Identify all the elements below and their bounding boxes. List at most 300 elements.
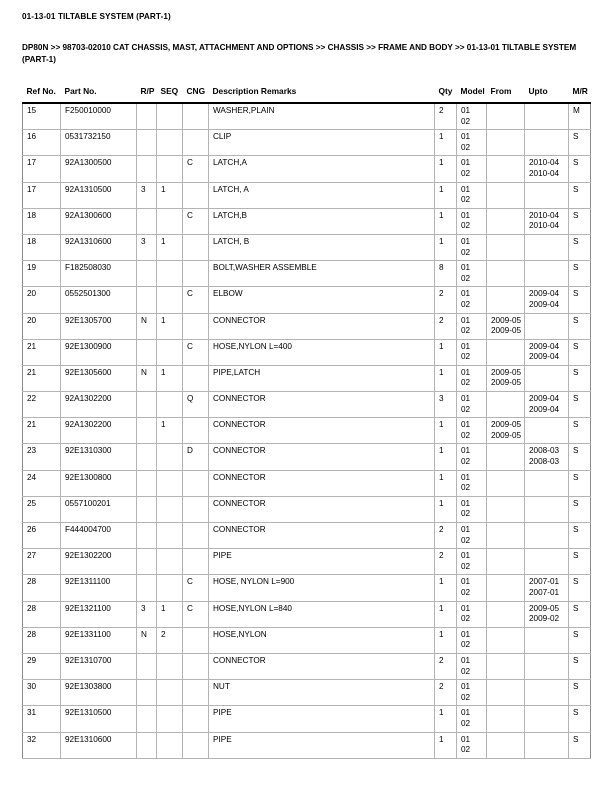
table-row	[23, 653, 591, 679]
cell-mr: M	[569, 103, 591, 130]
cell-model	[457, 365, 487, 391]
cell-model	[457, 496, 487, 522]
table-row	[23, 313, 591, 339]
table-row	[23, 444, 591, 470]
cell-seq	[157, 653, 183, 679]
cell-part-no: 92A1300500	[61, 156, 137, 182]
cell-seq: 1	[157, 182, 183, 208]
cell-description: HOSE,NYLON L=840	[209, 601, 435, 627]
cell-part-no: 92E1305600	[61, 365, 137, 391]
cell-model-line: 01	[461, 629, 471, 639]
cell-ref-no: 25	[23, 496, 61, 522]
cell-ref-no: 16	[23, 130, 61, 156]
cell-description: PIPE	[209, 706, 435, 732]
cell-cng	[183, 365, 209, 391]
cell-mr: S	[569, 156, 591, 182]
cell-model-line: 02	[461, 718, 471, 728]
cell-seq	[157, 496, 183, 522]
cell-description: HOSE,NYLON L=400	[209, 339, 435, 365]
cell-upto	[525, 523, 569, 549]
cell-upto	[525, 549, 569, 575]
table-header	[23, 86, 591, 103]
cell-qty: 1	[435, 496, 457, 522]
cell-model-line: 02	[461, 509, 471, 519]
cell-mr: S	[569, 706, 591, 732]
cell-part-no: 92A1300600	[61, 208, 137, 234]
cell-part-no: 92E1302200	[61, 549, 137, 575]
cell-seq: 1	[157, 601, 183, 627]
cell-model-line: 01	[461, 289, 471, 299]
table-row	[23, 627, 591, 653]
table-row	[23, 365, 591, 391]
cell-mr: S	[569, 549, 591, 575]
cell-qty: 1	[435, 156, 457, 182]
table-row	[23, 182, 591, 208]
cell-model-line: 02	[461, 404, 471, 414]
cell-upto	[525, 234, 569, 260]
cell-cng: D	[183, 444, 209, 470]
cell-qty: 2	[435, 549, 457, 575]
cell-mr: S	[569, 287, 591, 313]
table-row	[23, 339, 591, 365]
cell-model-line: 02	[461, 692, 471, 702]
cell-cng	[183, 418, 209, 444]
cell-from	[487, 182, 525, 208]
cell-cng	[183, 103, 209, 130]
cell-description: LATCH, B	[209, 234, 435, 260]
cell-from-line: 2009-05	[491, 326, 522, 336]
cell-ref-no: 20	[23, 287, 61, 313]
cell-from	[487, 680, 525, 706]
cell-mr: S	[569, 234, 591, 260]
cell-model-line: 01	[461, 472, 471, 482]
cell-rp	[137, 339, 157, 365]
cell-model-line: 01	[461, 106, 471, 115]
cell-qty: 1	[435, 706, 457, 732]
parts-table	[22, 86, 591, 759]
cell-qty: 1	[435, 575, 457, 601]
table-row	[23, 418, 591, 444]
cell-mr: S	[569, 182, 591, 208]
cell-model-line: 01	[461, 682, 471, 692]
cell-part-no: 92A1302200	[61, 392, 137, 418]
cell-model-line: 01	[461, 577, 471, 587]
cell-from	[487, 418, 525, 444]
cell-model-line: 01	[461, 734, 471, 744]
cell-description: CONNECTOR	[209, 523, 435, 549]
cell-model-line: 01	[461, 655, 471, 665]
cell-seq	[157, 156, 183, 182]
cell-from	[487, 523, 525, 549]
cell-from	[487, 496, 525, 522]
table-row	[23, 392, 591, 418]
cell-description: HOSE,NYLON	[209, 627, 435, 653]
cell-description: PIPE	[209, 732, 435, 758]
cell-rp	[137, 208, 157, 234]
cell-rp	[137, 575, 157, 601]
cell-model-line: 01	[461, 367, 471, 377]
table-row	[23, 208, 591, 234]
cell-model-line: 02	[461, 430, 471, 440]
cell-upto	[525, 103, 569, 130]
cell-model-line: 01	[461, 525, 471, 534]
cell-model	[457, 706, 487, 732]
cell-rp: 3	[137, 234, 157, 260]
cell-ref-no: 26	[23, 523, 61, 549]
cell-upto	[525, 444, 569, 470]
table-body	[23, 103, 591, 758]
page-title: 01-13-01 TILTABLE SYSTEM (PART-1)	[22, 12, 171, 21]
cell-part-no: 92E1303800	[61, 680, 137, 706]
cell-model-line: 02	[461, 168, 471, 178]
column-header-rp: R/P	[140, 86, 155, 96]
cell-model-line: 02	[461, 535, 471, 545]
cell-rp: 3	[137, 182, 157, 208]
cell-qty: 2	[435, 103, 457, 130]
table-row	[23, 523, 591, 549]
cell-model	[457, 313, 487, 339]
cell-from	[487, 156, 525, 182]
cell-description: PIPE	[209, 549, 435, 575]
cell-seq	[157, 208, 183, 234]
cell-qty: 1	[435, 444, 457, 470]
cell-qty: 8	[435, 261, 457, 287]
cell-from	[487, 208, 525, 234]
cell-seq: 1	[157, 418, 183, 444]
cell-upto-line: 2009-02	[529, 614, 560, 624]
cell-seq	[157, 549, 183, 575]
cell-mr: S	[569, 392, 591, 418]
cell-qty: 1	[435, 470, 457, 496]
cell-cng: C	[183, 208, 209, 234]
cell-part-no: 92E1300900	[61, 339, 137, 365]
column-header-qty: Qty	[438, 86, 453, 96]
cell-description: CONNECTOR	[209, 444, 435, 470]
cell-part-no: 92E1310700	[61, 653, 137, 679]
cell-cng	[183, 496, 209, 522]
cell-part-no: 92E1310600	[61, 732, 137, 758]
cell-rp	[137, 523, 157, 549]
table-row	[23, 706, 591, 732]
cell-model-line: 02	[461, 195, 471, 205]
table-row	[23, 287, 591, 313]
cell-upto	[525, 261, 569, 287]
cell-rp	[137, 732, 157, 758]
cell-model	[457, 182, 487, 208]
cell-model-line: 02	[461, 745, 471, 755]
cell-qty: 2	[435, 313, 457, 339]
cell-from	[487, 103, 525, 130]
cell-mr: S	[569, 732, 591, 758]
cell-rp	[137, 444, 157, 470]
cell-model-line: 01	[461, 158, 471, 168]
cell-model-line: 01	[461, 708, 471, 718]
cell-model-line: 01	[461, 603, 471, 613]
cell-rp	[137, 549, 157, 575]
cell-upto	[525, 156, 569, 182]
cell-rp: N	[137, 365, 157, 391]
cell-part-no: 0531732150	[61, 130, 137, 156]
cell-upto	[525, 287, 569, 313]
cell-seq	[157, 706, 183, 732]
cell-ref-no: 29	[23, 653, 61, 679]
cell-seq	[157, 339, 183, 365]
cell-model-line: 02	[461, 587, 471, 597]
cell-qty: 2	[435, 287, 457, 313]
cell-mr: S	[569, 627, 591, 653]
cell-model	[457, 627, 487, 653]
cell-mr: S	[569, 208, 591, 234]
cell-ref-no: 21	[23, 365, 61, 391]
cell-description: LATCH,A	[209, 156, 435, 182]
cell-upto-line: 2010-04	[529, 158, 560, 168]
column-header-description: Description Remarks	[212, 86, 297, 96]
table-row	[23, 601, 591, 627]
cell-ref-no: 21	[23, 339, 61, 365]
cell-part-no: 92E1310300	[61, 444, 137, 470]
cell-cng	[183, 549, 209, 575]
cell-seq	[157, 287, 183, 313]
cell-part-no: 92A1310500	[61, 182, 137, 208]
cell-ref-no: 28	[23, 575, 61, 601]
column-header-from: From	[490, 86, 512, 96]
cell-model-line: 02	[461, 640, 471, 650]
cell-seq	[157, 444, 183, 470]
cell-model	[457, 575, 487, 601]
table-row	[23, 103, 591, 130]
cell-model	[457, 103, 487, 130]
cell-model	[457, 392, 487, 418]
cell-qty: 1	[435, 234, 457, 260]
cell-cng	[183, 470, 209, 496]
cell-description: LATCH,B	[209, 208, 435, 234]
cell-part-no: F444004700	[61, 523, 137, 549]
cell-ref-no: 23	[23, 444, 61, 470]
cell-mr: S	[569, 680, 591, 706]
cell-ref-no: 30	[23, 680, 61, 706]
cell-seq	[157, 680, 183, 706]
cell-upto	[525, 653, 569, 679]
cell-qty: 1	[435, 182, 457, 208]
cell-from	[487, 234, 525, 260]
cell-seq	[157, 523, 183, 549]
table-row	[23, 130, 591, 156]
cell-mr: S	[569, 523, 591, 549]
table-row	[23, 575, 591, 601]
cell-model-line: 01	[461, 315, 471, 325]
cell-rp	[137, 130, 157, 156]
cell-model-line: 01	[461, 498, 471, 508]
cell-qty: 1	[435, 339, 457, 365]
cell-upto	[525, 680, 569, 706]
cell-upto-line: 2007-01	[529, 577, 560, 587]
cell-cng: Q	[183, 392, 209, 418]
cell-from	[487, 653, 525, 679]
cell-from	[487, 365, 525, 391]
column-header-cng: CNG	[186, 86, 206, 96]
column-header-model: Model	[460, 86, 485, 96]
cell-model	[457, 680, 487, 706]
cell-ref-no: 27	[23, 549, 61, 575]
cell-from	[487, 392, 525, 418]
cell-mr: S	[569, 418, 591, 444]
cell-model-line: 01	[461, 446, 471, 456]
cell-ref-no: 15	[23, 103, 61, 130]
cell-qty: 1	[435, 418, 457, 444]
cell-model	[457, 287, 487, 313]
cell-qty: 3	[435, 392, 457, 418]
table-row	[23, 496, 591, 522]
cell-upto-line: 2010-04	[529, 168, 560, 178]
cell-ref-no: 31	[23, 706, 61, 732]
cell-model-line: 02	[461, 561, 471, 571]
cell-model	[457, 653, 487, 679]
table-row	[23, 549, 591, 575]
cell-ref-no: 20	[23, 313, 61, 339]
cell-from	[487, 549, 525, 575]
cell-from	[487, 444, 525, 470]
cell-cng: C	[183, 339, 209, 365]
cell-upto-line: 2009-04	[529, 299, 560, 309]
cell-from	[487, 261, 525, 287]
cell-seq	[157, 261, 183, 287]
cell-description: CONNECTOR	[209, 653, 435, 679]
cell-rp	[137, 287, 157, 313]
cell-cng	[183, 234, 209, 260]
cell-upto	[525, 392, 569, 418]
cell-mr: S	[569, 496, 591, 522]
table-row	[23, 234, 591, 260]
cell-model-line: 02	[461, 116, 471, 126]
cell-from	[487, 313, 525, 339]
cell-from-line: 2009-05	[491, 430, 522, 440]
cell-model	[457, 601, 487, 627]
cell-upto-line: 2007-01	[529, 587, 560, 597]
cell-qty: 1	[435, 365, 457, 391]
cell-cng	[183, 732, 209, 758]
cell-mr: S	[569, 130, 591, 156]
cell-ref-no: 22	[23, 392, 61, 418]
cell-seq	[157, 470, 183, 496]
cell-description: CONNECTOR	[209, 313, 435, 339]
cell-qty: 2	[435, 653, 457, 679]
cell-rp: N	[137, 313, 157, 339]
cell-model-line: 01	[461, 420, 471, 430]
cell-seq: 1	[157, 313, 183, 339]
cell-upto-line: 2008-03	[529, 446, 560, 456]
cell-description: HOSE, NYLON L=900	[209, 575, 435, 601]
cell-rp	[137, 680, 157, 706]
cell-qty: 1	[435, 732, 457, 758]
breadcrumb: DP80N >> 98703-02010 CAT CHASSIS, MAST, ATTACHMENT AND OPTIONS >> CHASSIS >> FRAME AND BODY >> 01-13-01 TILTABLE SYSTEM (PART-1)	[22, 43, 577, 64]
cell-model	[457, 470, 487, 496]
cell-mr: S	[569, 365, 591, 391]
cell-seq: 1	[157, 365, 183, 391]
cell-part-no: F250010000	[61, 103, 137, 130]
cell-description: CONNECTOR	[209, 496, 435, 522]
cell-mr: S	[569, 313, 591, 339]
cell-description: WASHER,PLAIN	[209, 103, 435, 130]
cell-rp	[137, 496, 157, 522]
cell-seq	[157, 130, 183, 156]
table-row	[23, 156, 591, 182]
cell-upto-line: 2009-04	[529, 289, 560, 299]
cell-cng	[183, 182, 209, 208]
cell-upto-line: 2010-04	[529, 210, 560, 220]
table-row	[23, 261, 591, 287]
cell-cng	[183, 130, 209, 156]
cell-seq	[157, 103, 183, 130]
cell-upto	[525, 496, 569, 522]
cell-cng	[183, 523, 209, 549]
cell-mr: S	[569, 444, 591, 470]
cell-from-line: 2009-05	[491, 420, 522, 430]
cell-seq	[157, 575, 183, 601]
cell-part-no: 0552501300	[61, 287, 137, 313]
cell-mr: S	[569, 339, 591, 365]
cell-model	[457, 418, 487, 444]
cell-from	[487, 339, 525, 365]
cell-upto-line: 2010-04	[529, 221, 560, 231]
cell-part-no: 92E1305700	[61, 313, 137, 339]
cell-rp	[137, 706, 157, 732]
cell-description: CLIP	[209, 130, 435, 156]
cell-cng	[183, 706, 209, 732]
cell-qty: 2	[435, 523, 457, 549]
cell-model	[457, 523, 487, 549]
cell-qty: 1	[435, 627, 457, 653]
cell-mr: S	[569, 575, 591, 601]
cell-model-line: 01	[461, 210, 471, 220]
cell-model-line: 01	[461, 341, 471, 351]
cell-seq: 1	[157, 234, 183, 260]
cell-upto	[525, 627, 569, 653]
cell-from	[487, 470, 525, 496]
cell-qty: 1	[435, 130, 457, 156]
cell-cng: C	[183, 575, 209, 601]
cell-model-line: 02	[461, 352, 471, 362]
cell-model-line: 02	[461, 273, 471, 283]
cell-ref-no: 28	[23, 601, 61, 627]
cell-cng	[183, 627, 209, 653]
table-row	[23, 680, 591, 706]
cell-mr: S	[569, 653, 591, 679]
cell-from	[487, 130, 525, 156]
cell-model-line: 02	[461, 299, 471, 309]
cell-upto	[525, 313, 569, 339]
cell-seq: 2	[157, 627, 183, 653]
cell-model-line: 01	[461, 132, 471, 142]
cell-ref-no: 32	[23, 732, 61, 758]
cell-rp	[137, 470, 157, 496]
cell-from	[487, 706, 525, 732]
cell-upto	[525, 130, 569, 156]
table-row	[23, 732, 591, 758]
cell-from	[487, 601, 525, 627]
cell-ref-no: 21	[23, 418, 61, 444]
cell-part-no: 92A1310600	[61, 234, 137, 260]
cell-from	[487, 287, 525, 313]
cell-model-line: 02	[461, 483, 471, 493]
parts-table-container	[22, 86, 590, 759]
cell-upto	[525, 208, 569, 234]
cell-qty: 1	[435, 601, 457, 627]
cell-cng	[183, 261, 209, 287]
cell-upto	[525, 470, 569, 496]
cell-model-line: 01	[461, 236, 471, 246]
cell-model-line: 02	[461, 666, 471, 676]
cell-model	[457, 339, 487, 365]
